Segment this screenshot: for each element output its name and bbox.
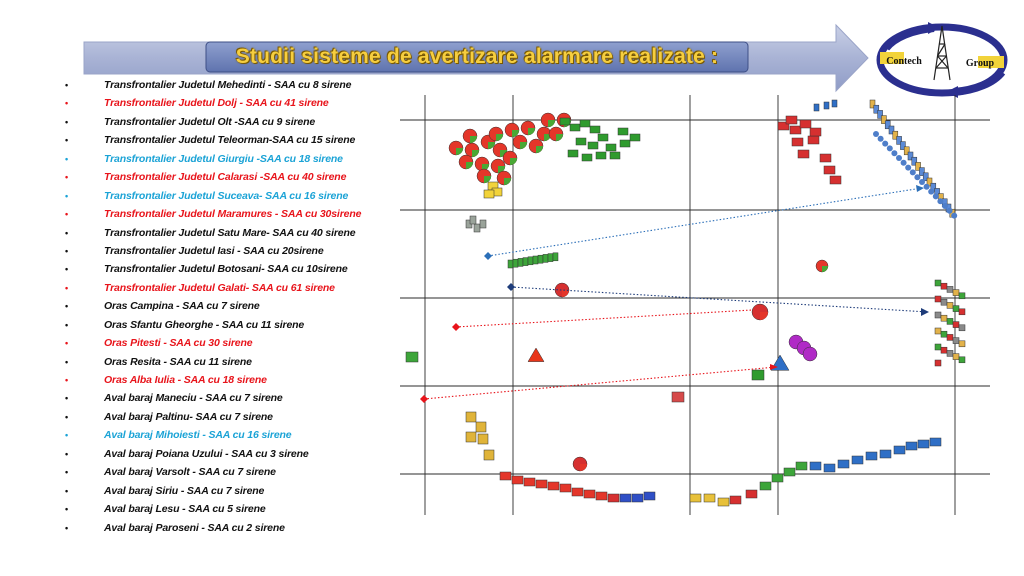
siren-marker	[513, 259, 518, 267]
bullet-icon: •	[65, 522, 69, 533]
siren-marker	[582, 154, 592, 161]
siren-marker	[891, 150, 897, 156]
siren-marker	[580, 464, 587, 471]
bullet-icon: •	[65, 135, 69, 146]
siren-marker	[528, 348, 544, 362]
siren-marker	[538, 255, 543, 263]
siren-marker	[882, 141, 888, 147]
bullet-icon: •	[65, 319, 69, 330]
list-item-text: Transfrontalier Judetul Suceava- SAA cu 16 sirene	[104, 189, 349, 202]
list-item	[62, 500, 361, 518]
siren-marker	[553, 253, 558, 261]
siren-marker	[543, 254, 548, 262]
list-item	[62, 260, 361, 278]
bullet-icon: •	[65, 301, 69, 312]
siren-marker	[935, 344, 941, 350]
bullet-icon: •	[65, 430, 69, 441]
list-item	[62, 168, 361, 186]
list-item	[62, 113, 361, 131]
siren-marker	[620, 494, 631, 502]
bullet-icon: •	[65, 411, 69, 422]
list-item-text: Transfrontalier Judetul Giurgiu -SAA cu 18 sirene	[104, 152, 343, 165]
siren-marker	[953, 338, 959, 344]
siren-marker	[478, 434, 488, 444]
siren-marker	[798, 150, 809, 158]
bullet-icon: •	[65, 467, 69, 478]
list-item	[62, 353, 361, 371]
siren-marker	[959, 325, 965, 331]
list-item	[62, 224, 361, 242]
list-item	[62, 371, 361, 389]
siren-marker	[704, 494, 715, 502]
bullet-icon: •	[65, 504, 69, 515]
siren-marker	[533, 256, 538, 264]
siren-marker	[937, 198, 943, 204]
siren-marker	[476, 422, 486, 432]
list-item	[62, 463, 361, 481]
siren-marker	[933, 193, 939, 199]
bullet-icon: •	[65, 98, 69, 109]
list-item-text: Transfrontalier Judetul Botosani- SAA cu 10sirene	[104, 263, 348, 276]
siren-marker	[508, 260, 513, 268]
siren-marker	[894, 446, 905, 454]
list-item	[62, 242, 361, 260]
connector-endpoints	[420, 185, 929, 403]
list-item	[62, 94, 361, 112]
siren-marker	[584, 490, 595, 498]
list-item-text: Oras Alba Iulia - SAA cu 18 sirene	[104, 374, 267, 386]
siren-marker	[941, 347, 947, 353]
bullet-icon: •	[65, 227, 69, 238]
list-item-text: Oras Resita - SAA cu 11 sirene	[104, 355, 252, 368]
list-item-text: Transfrontalier Judetul Dolj - SAA cu 41 sirene	[104, 97, 329, 110]
siren-marker	[959, 341, 965, 347]
bullet-icon: •	[65, 356, 69, 367]
siren-marker	[570, 124, 580, 131]
siren-marker	[786, 116, 797, 124]
bullet-icon: •	[65, 264, 69, 275]
siren-marker	[930, 438, 941, 446]
siren-marker	[504, 178, 511, 185]
siren-marker	[746, 490, 757, 498]
siren-marker	[808, 136, 819, 144]
siren-marker	[896, 155, 902, 161]
list-item	[62, 426, 361, 444]
siren-marker	[866, 452, 877, 460]
list-item	[62, 76, 361, 94]
list-item	[62, 316, 361, 334]
siren-marker	[484, 450, 494, 460]
siren-marker	[880, 450, 891, 458]
list-item	[62, 205, 361, 223]
siren-marker	[878, 136, 884, 142]
siren-marker	[947, 318, 953, 324]
siren-marker	[905, 165, 911, 171]
bullet-icon: •	[65, 153, 69, 164]
siren-marker	[822, 266, 828, 272]
siren-marker	[901, 160, 907, 166]
siren-marker	[941, 299, 947, 305]
list-item	[62, 279, 361, 297]
siren-marker	[928, 189, 934, 195]
siren-marker	[536, 146, 543, 153]
siren-marker	[528, 128, 535, 135]
siren-marker	[810, 128, 821, 136]
siren-marker	[803, 347, 817, 361]
siren-marker	[947, 350, 953, 356]
siren-marker	[510, 158, 517, 165]
siren-marker	[760, 482, 771, 490]
bullet-icon: •	[65, 172, 69, 183]
siren-marker	[824, 102, 829, 109]
list-item-text: Transfrontalier Judetul Teleorman-SAA cu 15 sirene	[104, 134, 356, 147]
siren-marker	[610, 152, 620, 159]
siren-marker	[814, 104, 819, 111]
contech-group-logo	[874, 18, 1010, 98]
siren-marker	[832, 100, 837, 107]
bullet-icon: •	[65, 448, 69, 459]
siren-marker	[887, 145, 893, 151]
list-item	[62, 408, 361, 426]
bullet-icon: •	[65, 80, 69, 90]
siren-marker	[800, 120, 811, 128]
siren-marker	[942, 203, 948, 209]
siren-marker	[953, 322, 959, 328]
siren-marker	[947, 334, 953, 340]
siren-marker	[947, 208, 953, 214]
list-item-text: Aval baraj Siriu - SAA cu 7 sirene	[104, 484, 265, 497]
siren-marker	[947, 286, 953, 292]
list-item-text: Transfrontalier Judetul Mehedinti - SAA cu 8 sirene	[104, 79, 352, 91]
siren-marker	[484, 190, 494, 198]
siren-marker	[596, 152, 606, 159]
page-title: Studii sisteme de avertizare alarmare realizate :	[235, 45, 719, 68]
siren-marker	[953, 354, 959, 360]
siren-marker	[470, 216, 476, 224]
logo-text-right: Group	[965, 58, 995, 69]
bullet-icon: •	[65, 282, 69, 293]
siren-marker	[644, 492, 655, 500]
siren-marker	[548, 120, 555, 127]
siren-markers	[406, 100, 965, 506]
siren-marker	[760, 312, 768, 320]
list-item-text: Transfrontalier Judetul Olt -SAA cu 9 sirene	[104, 115, 316, 128]
siren-marker	[520, 142, 527, 149]
list-item-text: Aval baraj Mihoiesti - SAA cu 16 sirene	[104, 429, 292, 442]
list-item-text: Oras Sfantu Gheorghe - SAA cu 11 sirene	[104, 318, 305, 331]
siren-marker	[632, 494, 643, 502]
siren-marker	[924, 184, 930, 190]
siren-marker	[935, 296, 941, 302]
list-item	[62, 389, 361, 407]
list-item	[62, 297, 361, 315]
siren-marker	[941, 331, 947, 337]
siren-marker	[672, 392, 684, 402]
siren-marker	[935, 328, 941, 334]
list-item	[62, 482, 361, 500]
siren-marker	[500, 472, 511, 480]
siren-marker	[953, 306, 959, 312]
list-item-text: Aval baraj Lesu - SAA cu 5 sirene	[104, 503, 266, 516]
siren-marker	[480, 220, 486, 228]
siren-marker	[852, 456, 863, 464]
siren-marker	[935, 312, 941, 318]
siren-marker	[953, 290, 959, 296]
list-item-text: Aval baraj Paltinu- SAA cu 7 sirene	[104, 410, 273, 423]
studies-list	[62, 76, 361, 537]
bullet-icon: •	[65, 245, 69, 256]
siren-marker	[630, 134, 640, 141]
list-item-text: Aval baraj Maneciu - SAA cu 7 sirene	[104, 392, 283, 405]
siren-marker	[810, 462, 821, 470]
bullet-icon: •	[65, 485, 69, 496]
siren-marker	[947, 302, 953, 308]
siren-marker	[572, 488, 583, 496]
siren-marker	[790, 126, 801, 134]
siren-marker	[935, 280, 941, 286]
siren-marker	[606, 144, 616, 151]
siren-marker	[918, 440, 929, 448]
siren-marker	[906, 442, 917, 450]
siren-marker	[518, 258, 523, 266]
siren-marker	[618, 128, 628, 135]
list-item-text: Aval baraj Paroseni - SAA cu 2 sirene	[104, 521, 285, 534]
bullet-icon: •	[65, 209, 69, 220]
siren-marker	[406, 352, 418, 362]
siren-marker	[752, 370, 764, 380]
siren-marker	[576, 138, 586, 145]
siren-marker	[772, 474, 783, 482]
siren-marker	[959, 357, 965, 363]
bullet-icon: •	[65, 190, 69, 201]
list-item	[62, 334, 361, 352]
siren-marker	[512, 476, 523, 484]
siren-marker	[568, 150, 578, 157]
siren-marker	[470, 136, 477, 143]
siren-marker	[466, 412, 476, 422]
siren-marker	[466, 432, 476, 442]
list-item-text: Aval baraj Poiana Uzului - SAA cu 3 sirene	[104, 447, 309, 460]
siren-marker	[718, 498, 729, 506]
siren-marker	[496, 134, 503, 141]
siren-marker	[556, 134, 563, 141]
siren-marker	[472, 150, 479, 157]
list-item-text: Transfrontalier Judetul Maramures - SAA cu 30sirene	[104, 208, 362, 221]
siren-marker	[959, 309, 965, 315]
bullet-icon: •	[65, 393, 69, 404]
siren-marker	[560, 484, 571, 492]
list-item-text: Transfrontalier Judetul Galati- SAA cu 61 sirene	[104, 281, 335, 294]
siren-marker	[910, 169, 916, 175]
list-item-text: Oras Pitesti - SAA cu 30 sirene	[104, 337, 253, 350]
list-item-text: Aval baraj Varsolt - SAA cu 7 sirene	[104, 466, 276, 479]
siren-marker	[959, 293, 965, 299]
bullet-icon: •	[65, 116, 69, 127]
siren-marker	[873, 131, 879, 137]
siren-marker	[536, 480, 547, 488]
siren-marker	[941, 315, 947, 321]
siren-marker	[528, 257, 533, 265]
siren-marker	[596, 492, 607, 500]
siren-marker	[690, 494, 701, 502]
list-item	[62, 519, 361, 537]
bullet-icon: •	[65, 375, 69, 385]
siren-marker	[951, 213, 957, 219]
list-item	[62, 131, 361, 149]
siren-marker	[580, 120, 590, 127]
siren-marker	[730, 496, 741, 504]
siren-marker	[824, 166, 835, 174]
siren-marker	[588, 142, 598, 149]
list-item	[62, 187, 361, 205]
siren-marker	[914, 174, 920, 180]
sirens-map	[400, 90, 990, 520]
siren-marker	[824, 464, 835, 472]
list-item-text: Oras Campina - SAA cu 7 sirene	[104, 300, 260, 313]
siren-marker	[838, 460, 849, 468]
siren-marker	[935, 360, 941, 366]
siren-marker	[590, 126, 600, 133]
siren-marker	[919, 179, 925, 185]
siren-marker	[466, 162, 473, 169]
connector-lines	[424, 188, 928, 399]
siren-marker	[474, 224, 480, 232]
list-item	[62, 150, 361, 168]
siren-marker	[830, 176, 841, 184]
list-item-text: Transfrontalier Judetul Iasi - SAA cu 20sirene	[104, 244, 324, 257]
siren-marker	[820, 154, 831, 162]
list-item-text: Transfrontalier Judetul Calarasi -SAA cu 40 sirene	[104, 171, 347, 184]
siren-marker	[548, 254, 553, 262]
logo-text-left: Contech	[886, 56, 922, 67]
siren-marker	[608, 494, 619, 502]
list-item-text: Transfrontalier Judetul Satu Mare- SAA cu 40 sirene	[104, 226, 356, 239]
siren-marker	[796, 462, 807, 470]
siren-marker	[523, 258, 528, 266]
siren-marker	[560, 118, 570, 125]
siren-marker	[548, 482, 559, 490]
siren-marker	[562, 290, 569, 297]
list-item	[62, 445, 361, 463]
siren-marker	[620, 140, 630, 147]
siren-marker	[598, 134, 608, 141]
siren-marker	[792, 138, 803, 146]
siren-marker	[524, 478, 535, 486]
bullet-icon: •	[65, 338, 69, 349]
siren-marker	[941, 283, 947, 289]
siren-marker	[456, 148, 463, 155]
siren-marker	[784, 468, 795, 476]
